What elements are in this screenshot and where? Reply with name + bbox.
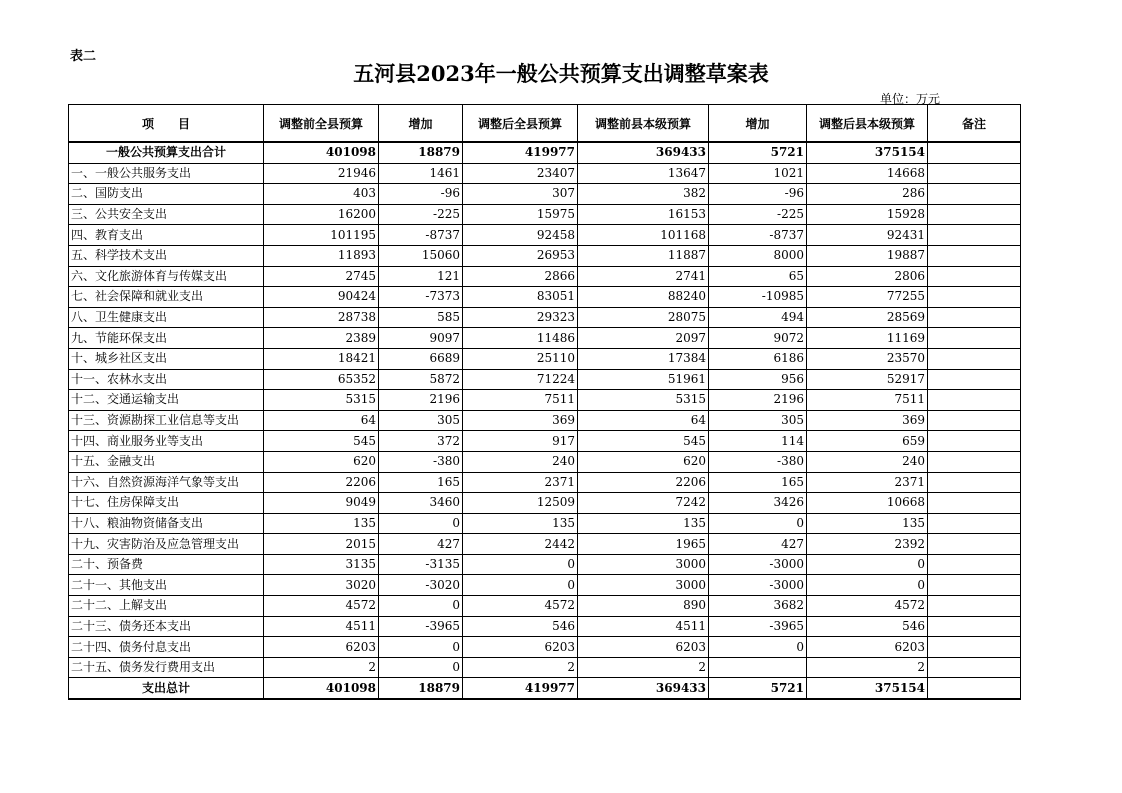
cell-remarks [928,184,1021,205]
cell-county-before: 2 [264,657,379,678]
header-level-after: 调整后县本级预算 [807,105,928,143]
cell-county-after: 419977 [463,142,578,163]
cell-remarks [928,678,1021,699]
cell-level-after: 52917 [807,369,928,390]
cell-county-increase: 0 [379,596,463,617]
cell-county-increase: 2196 [379,390,463,411]
unit-note: 单位：万元 [880,92,941,106]
cell-county-before: 2745 [264,266,379,287]
header-item: 项 目 [69,105,264,143]
cell-county-after: 6203 [463,637,578,658]
row-item-name: 十七、住房保障支出 [69,493,264,514]
cell-level-increase: 956 [709,369,807,390]
header-county-after: 调整后全县预算 [463,105,578,143]
cell-level-before: 6203 [578,637,709,658]
cell-county-before: 9049 [264,493,379,514]
table-row [69,657,1021,678]
cell-level-after: 2392 [807,534,928,555]
cell-level-increase: 2196 [709,390,807,411]
cell-level-after: 0 [807,554,928,575]
cell-level-before: 369433 [578,142,709,163]
table-row [69,410,1021,431]
cell-level-after: 92431 [807,225,928,246]
cell-level-after: 11169 [807,328,928,349]
cell-level-increase: 427 [709,534,807,555]
row-item-name: 五、科学技术支出 [69,245,264,266]
table-number-label: 表二 [70,49,97,64]
cell-level-before: 3000 [578,575,709,596]
cell-county-before: 101195 [264,225,379,246]
row-item-name: 十、城乡社区支出 [69,348,264,369]
cell-county-increase: -8737 [379,225,463,246]
cell-level-after: 4572 [807,596,928,617]
table-row [69,616,1021,637]
cell-county-after: 26953 [463,245,578,266]
cell-county-increase: 9097 [379,328,463,349]
cell-county-before: 620 [264,451,379,472]
cell-county-after: 71224 [463,369,578,390]
table-row [69,328,1021,349]
cell-county-after: 2 [463,657,578,678]
cell-level-before: 51961 [578,369,709,390]
row-item-name: 二十二、上解支出 [69,596,264,617]
header-county-increase: 增加 [379,105,463,143]
cell-level-increase: -3000 [709,575,807,596]
cell-level-increase: 9072 [709,328,807,349]
cell-remarks [928,513,1021,534]
cell-level-increase: -3965 [709,616,807,637]
cell-county-increase: -225 [379,204,463,225]
cell-remarks [928,266,1021,287]
cell-remarks [928,596,1021,617]
cell-level-after: 23570 [807,348,928,369]
cell-level-after: 14668 [807,163,928,184]
cell-level-after: 7511 [807,390,928,411]
cell-county-increase: 6689 [379,348,463,369]
cell-county-before: 135 [264,513,379,534]
cell-county-increase: 1461 [379,163,463,184]
cell-level-before: 3000 [578,554,709,575]
row-item-name: 十九、灾害防治及应急管理支出 [69,534,264,555]
cell-level-before: 135 [578,513,709,534]
header-level-before: 调整前县本级预算 [578,105,709,143]
table-row [69,575,1021,596]
cell-county-after: 2442 [463,534,578,555]
cell-county-before: 64 [264,410,379,431]
header-level-increase: 增加 [709,105,807,143]
row-item-name: 二、国防支出 [69,184,264,205]
cell-level-before: 2741 [578,266,709,287]
cell-county-increase: -3135 [379,554,463,575]
cell-remarks [928,493,1021,514]
cell-county-before: 3135 [264,554,379,575]
cell-level-after: 77255 [807,287,928,308]
cell-county-after: 546 [463,616,578,637]
cell-level-before: 16153 [578,204,709,225]
cell-remarks [928,616,1021,637]
cell-remarks [928,637,1021,658]
cell-county-before: 401098 [264,678,379,699]
cell-level-after: 286 [807,184,928,205]
cell-level-increase: 0 [709,637,807,658]
cell-level-before: 101168 [578,225,709,246]
row-item-name: 十一、农林水支出 [69,369,264,390]
cell-level-before: 64 [578,410,709,431]
table-row [69,451,1021,472]
row-item-name: 九、节能环保支出 [69,328,264,349]
cell-county-after: 135 [463,513,578,534]
cell-level-after: 659 [807,431,928,452]
table-row [69,390,1021,411]
cell-remarks [928,575,1021,596]
cell-remarks [928,472,1021,493]
cell-level-after: 2371 [807,472,928,493]
row-item-name: 十八、粮油物资储备支出 [69,513,264,534]
cell-remarks [928,328,1021,349]
cell-level-increase: -3000 [709,554,807,575]
cell-level-before: 17384 [578,348,709,369]
row-item-name: 支出总计 [69,678,264,699]
cell-remarks [928,225,1021,246]
cell-remarks [928,554,1021,575]
cell-level-before: 620 [578,451,709,472]
cell-county-increase: 121 [379,266,463,287]
table-row [69,431,1021,452]
cell-level-increase: 114 [709,431,807,452]
cell-level-increase: 305 [709,410,807,431]
cell-county-before: 6203 [264,637,379,658]
cell-level-before: 545 [578,431,709,452]
cell-county-after: 0 [463,554,578,575]
cell-level-increase: 165 [709,472,807,493]
row-item-name: 二十五、债务发行费用支出 [69,657,264,678]
cell-county-before: 2206 [264,472,379,493]
cell-level-before: 369433 [578,678,709,699]
cell-county-after: 25110 [463,348,578,369]
row-item-name: 十五、金融支出 [69,451,264,472]
page-title: 五河县2023年一般公共预算支出调整草案表 [353,61,769,86]
cell-county-after: 12509 [463,493,578,514]
row-item-name: 十三、资源勘探工业信息等支出 [69,410,264,431]
cell-county-increase: -96 [379,184,463,205]
cell-county-before: 403 [264,184,379,205]
cell-level-increase: -10985 [709,287,807,308]
budget-table [68,104,1021,700]
cell-county-before: 2015 [264,534,379,555]
cell-level-after: 28569 [807,307,928,328]
cell-county-increase: 305 [379,410,463,431]
cell-county-increase: 5872 [379,369,463,390]
row-item-name: 十二、交通运输支出 [69,390,264,411]
cell-county-after: 2866 [463,266,578,287]
cell-county-after: 0 [463,575,578,596]
cell-remarks [928,307,1021,328]
cell-level-after: 546 [807,616,928,637]
cell-county-before: 65352 [264,369,379,390]
row-item-name: 三、公共安全支出 [69,204,264,225]
row-item-name: 八、卫生健康支出 [69,307,264,328]
table-row [69,163,1021,184]
cell-county-before: 4511 [264,616,379,637]
table-row [69,225,1021,246]
cell-county-increase: 3460 [379,493,463,514]
table-row [69,266,1021,287]
cell-county-increase: 0 [379,657,463,678]
cell-county-after: 419977 [463,678,578,699]
row-item-name: 十六、自然资源海洋气象等支出 [69,472,264,493]
row-item-name: 二十、预备费 [69,554,264,575]
cell-level-increase: -96 [709,184,807,205]
cell-county-increase: -7373 [379,287,463,308]
cell-county-increase: -3020 [379,575,463,596]
cell-county-increase: 0 [379,513,463,534]
cell-county-after: 15975 [463,204,578,225]
table-row [69,637,1021,658]
cell-remarks [928,534,1021,555]
cell-county-increase: 372 [379,431,463,452]
cell-county-increase: 0 [379,637,463,658]
cell-county-before: 11893 [264,245,379,266]
table-row [69,184,1021,205]
cell-county-increase: -380 [379,451,463,472]
cell-county-before: 3020 [264,575,379,596]
cell-remarks [928,163,1021,184]
row-item-name: 一般公共预算支出合计 [69,142,264,163]
table-row [69,245,1021,266]
cell-county-after: 307 [463,184,578,205]
row-item-name: 二十三、债务还本支出 [69,616,264,637]
table-row [69,554,1021,575]
cell-county-after: 92458 [463,225,578,246]
cell-level-after: 0 [807,575,928,596]
cell-level-increase: 5721 [709,142,807,163]
cell-level-before: 890 [578,596,709,617]
cell-level-increase: -380 [709,451,807,472]
table-header-row [69,105,1021,143]
cell-county-after: 2371 [463,472,578,493]
cell-level-increase: 6186 [709,348,807,369]
cell-level-before: 28075 [578,307,709,328]
cell-level-before: 11887 [578,245,709,266]
cell-level-after: 6203 [807,637,928,658]
cell-level-after: 375154 [807,678,928,699]
table-row [69,307,1021,328]
cell-level-after: 135 [807,513,928,534]
cell-county-after: 240 [463,451,578,472]
cell-level-after: 15928 [807,204,928,225]
cell-level-before: 2 [578,657,709,678]
cell-county-before: 4572 [264,596,379,617]
cell-remarks [928,431,1021,452]
cell-remarks [928,410,1021,431]
header-county-before: 调整前全县预算 [264,105,379,143]
cell-level-increase: 8000 [709,245,807,266]
cell-county-increase: 585 [379,307,463,328]
cell-level-before: 88240 [578,287,709,308]
cell-county-before: 5315 [264,390,379,411]
cell-county-before: 28738 [264,307,379,328]
row-item-name: 四、教育支出 [69,225,264,246]
cell-level-after: 10668 [807,493,928,514]
table-row [69,534,1021,555]
cell-level-increase: 494 [709,307,807,328]
table-row [69,348,1021,369]
cell-level-increase: -225 [709,204,807,225]
cell-level-increase: 5721 [709,678,807,699]
cell-county-increase: 15060 [379,245,463,266]
cell-remarks [928,204,1021,225]
cell-county-after: 917 [463,431,578,452]
cell-level-after: 2 [807,657,928,678]
row-item-name: 七、社会保障和就业支出 [69,287,264,308]
table-row [69,513,1021,534]
cell-level-before: 2097 [578,328,709,349]
cell-remarks [928,287,1021,308]
cell-level-increase: 65 [709,266,807,287]
cell-level-before: 2206 [578,472,709,493]
cell-level-increase: 3426 [709,493,807,514]
row-item-name: 二十四、债务付息支出 [69,637,264,658]
cell-level-before: 5315 [578,390,709,411]
cell-county-increase: -3965 [379,616,463,637]
cell-level-increase: 3682 [709,596,807,617]
cell-remarks [928,657,1021,678]
table-row [69,287,1021,308]
cell-county-after: 369 [463,410,578,431]
table-total-row [69,142,1021,163]
cell-county-after: 11486 [463,328,578,349]
cell-remarks [928,348,1021,369]
table-row [69,204,1021,225]
cell-remarks [928,390,1021,411]
table-grand-total-row [69,678,1021,699]
cell-county-before: 90424 [264,287,379,308]
cell-county-after: 29323 [463,307,578,328]
cell-level-before: 382 [578,184,709,205]
table-row [69,493,1021,514]
cell-remarks [928,245,1021,266]
row-item-name: 二十一、其他支出 [69,575,264,596]
table-row [69,369,1021,390]
cell-county-after: 7511 [463,390,578,411]
cell-level-before: 13647 [578,163,709,184]
row-item-name: 一、一般公共服务支出 [69,163,264,184]
cell-level-before: 4511 [578,616,709,637]
header-remarks: 备注 [928,105,1021,143]
cell-county-before: 18421 [264,348,379,369]
cell-county-increase: 165 [379,472,463,493]
cell-level-after: 19887 [807,245,928,266]
cell-county-before: 2389 [264,328,379,349]
cell-county-before: 401098 [264,142,379,163]
cell-county-before: 16200 [264,204,379,225]
cell-level-increase: 0 [709,513,807,534]
cell-level-increase: 1021 [709,163,807,184]
cell-county-increase: 427 [379,534,463,555]
cell-level-increase [709,657,807,678]
cell-county-increase: 18879 [379,142,463,163]
table-row [69,472,1021,493]
cell-county-after: 4572 [463,596,578,617]
cell-level-before: 1965 [578,534,709,555]
cell-remarks [928,369,1021,390]
cell-level-after: 369 [807,410,928,431]
cell-level-before: 7242 [578,493,709,514]
cell-county-before: 545 [264,431,379,452]
cell-county-increase: 18879 [379,678,463,699]
row-item-name: 十四、商业服务业等支出 [69,431,264,452]
cell-remarks [928,451,1021,472]
cell-level-increase: -8737 [709,225,807,246]
row-item-name: 六、文化旅游体育与传媒支出 [69,266,264,287]
cell-county-after: 23407 [463,163,578,184]
cell-level-after: 240 [807,451,928,472]
cell-county-after: 83051 [463,287,578,308]
cell-level-after: 375154 [807,142,928,163]
cell-remarks [928,142,1021,163]
cell-county-before: 21946 [264,163,379,184]
cell-level-after: 2806 [807,266,928,287]
table-row [69,596,1021,617]
